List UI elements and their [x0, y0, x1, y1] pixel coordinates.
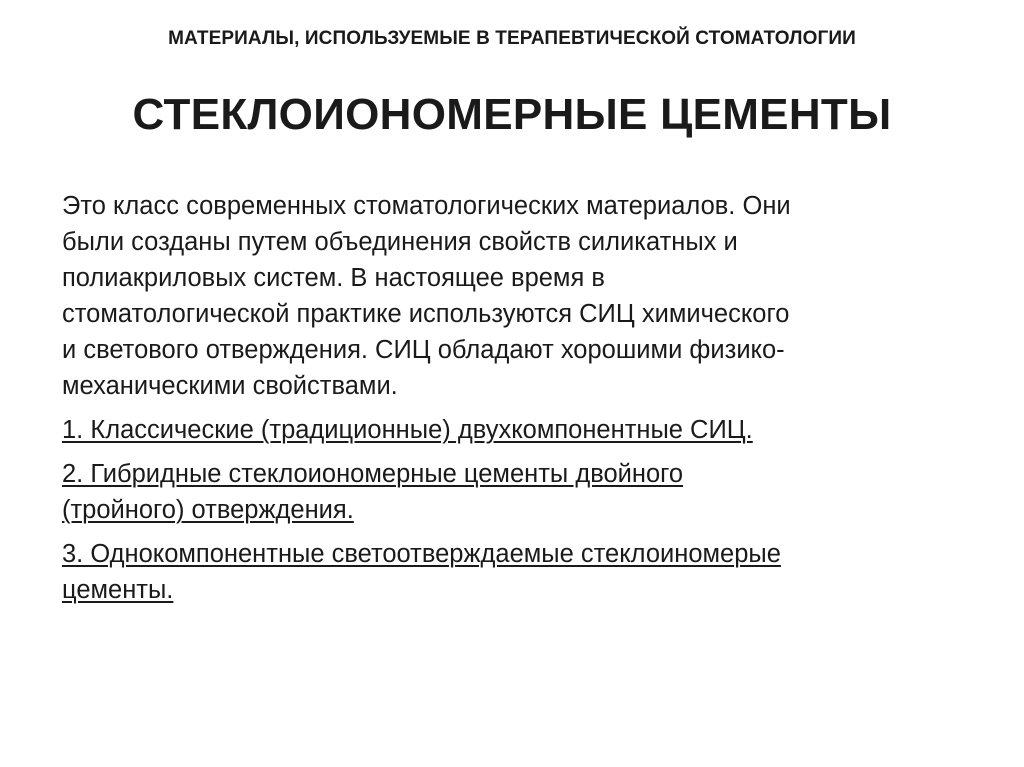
list-item-1[interactable]	[62, 412, 962, 448]
list-item-line: цементы.	[62, 576, 174, 604]
intro-line: полиакриловых систем. В настоящее время в	[62, 264, 605, 292]
intro-line: были созданы путем объединения свойств силикатных и	[62, 228, 738, 256]
list-item-2[interactable]	[62, 456, 962, 528]
intro-paragraph	[62, 188, 962, 404]
intro-line: и светового отверждения. СИЦ обладают хорошими физико-	[62, 336, 785, 364]
slide-supertitle: МАТЕРИАЛЫ, ИСПОЛЬЗУЕМЫЕ В ТЕРАПЕВТИЧЕСКОЙ СТОМАТОЛОГИИ	[168, 28, 856, 49]
list-item-line: (тройного) отверждения.	[62, 496, 354, 524]
list-item-line: 1. Классические (традиционные) двухкомпонентные СИЦ.	[62, 416, 753, 444]
list-item-line: 2. Гибридные стеклоиономерные цементы двойного	[62, 460, 684, 488]
intro-line: Это класс современных стоматологических материалов. Они	[62, 192, 791, 220]
slide-title: СТЕКЛОИОНОМЕРНЫЕ ЦЕМЕНТЫ	[132, 90, 892, 139]
list-item-line: 3. Однокомпонентные светоотверждаемые стеклоиномерые	[62, 540, 781, 568]
intro-line: стоматологической практике используются СИЦ химического	[62, 300, 790, 328]
list-item-3[interactable]	[62, 536, 962, 608]
slide-content	[62, 188, 962, 616]
intro-line: механическими свойствами.	[62, 372, 398, 400]
